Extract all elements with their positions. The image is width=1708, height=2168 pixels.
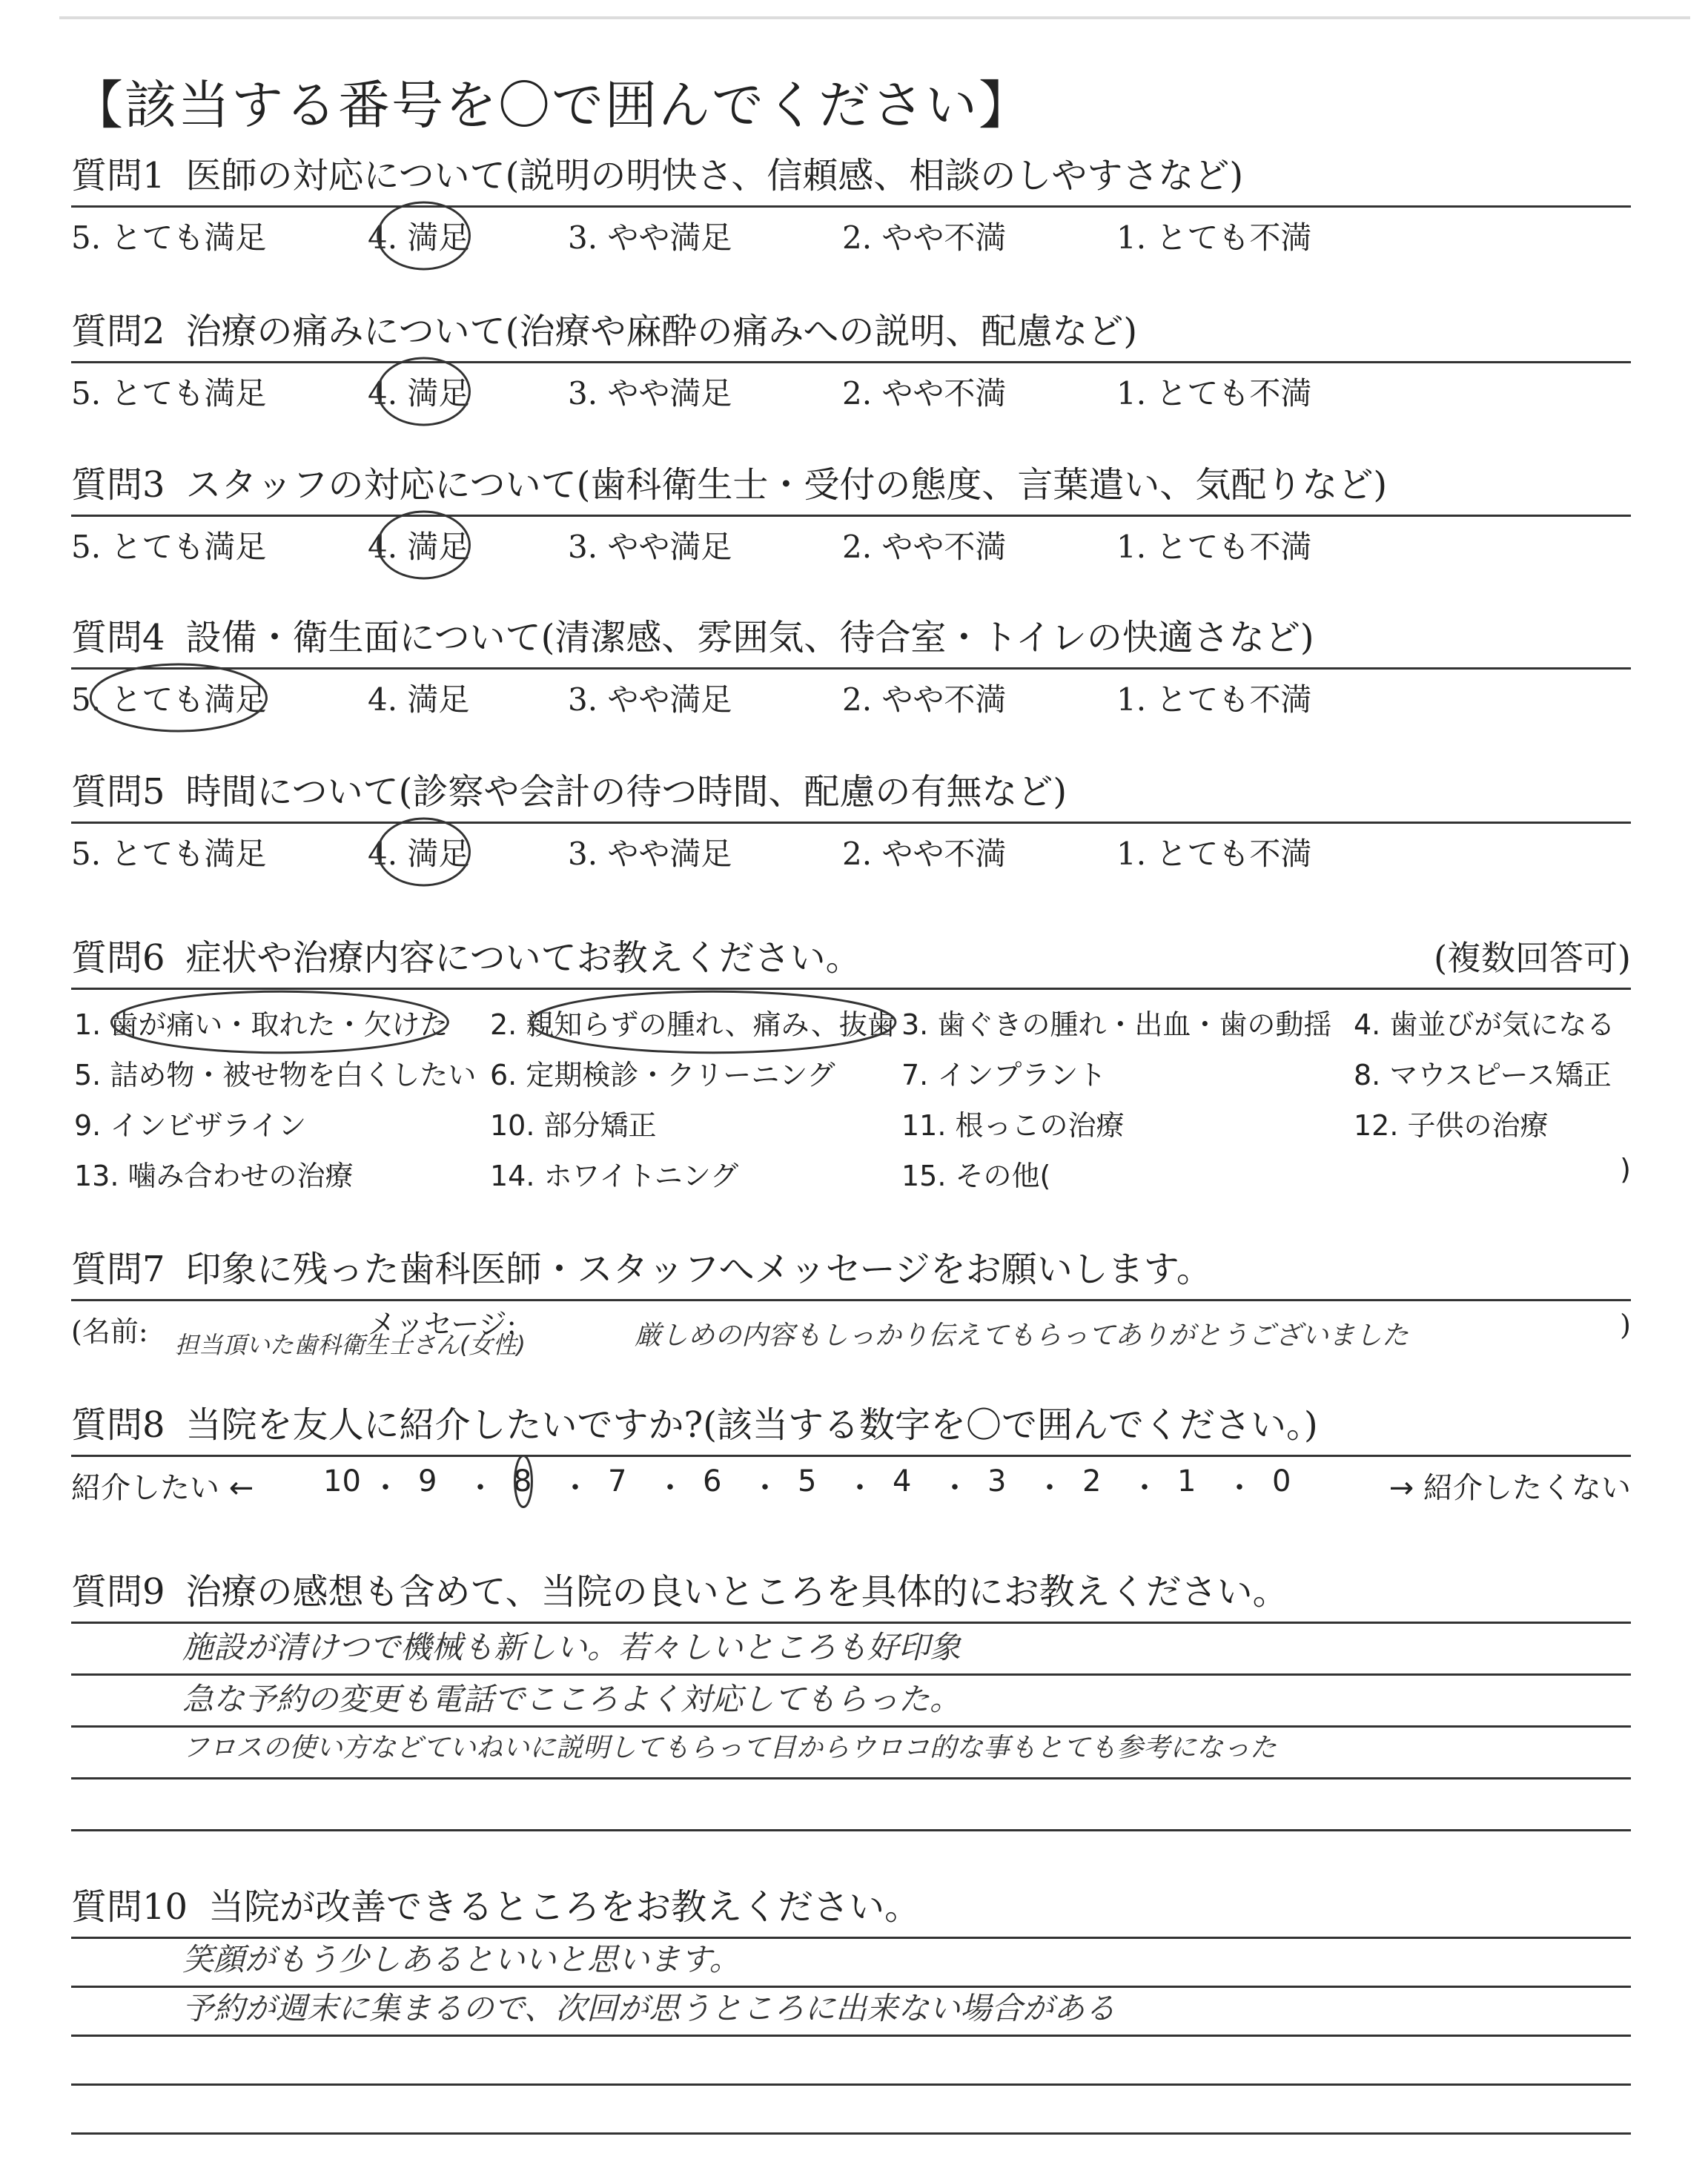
- question-text: 治療の感想も含めて、当院の良いところを具体的にお教えください。: [185, 1571, 1288, 1613]
- rating-options: [71, 363, 1631, 415]
- symptom-option[interactable]: 11. 根っこの治療: [901, 1109, 1125, 1142]
- handwritten-answer[interactable]: 予約が週末に集まるので、次回が思うところに出来ない場合がある: [182, 1990, 1116, 2026]
- question-6: [71, 934, 1631, 1212]
- rating-options: [71, 208, 1631, 260]
- symptom-option[interactable]: 13. 噛み合わせの治療: [74, 1160, 354, 1192]
- scale-separator: ・: [1225, 1471, 1254, 1505]
- answer-rule: [71, 2083, 1631, 2086]
- question-5: [71, 768, 1631, 876]
- rating-option[interactable]: 3. やや満足: [568, 219, 732, 256]
- rating-option[interactable]: 5. とても満足: [71, 375, 267, 412]
- rating-options: [71, 824, 1631, 876]
- question-number: 質問4: [71, 617, 165, 658]
- scale-separator: ・: [940, 1471, 970, 1505]
- rating-option[interactable]: 4. 満足: [368, 529, 470, 565]
- rating-option[interactable]: 2. やや不満: [842, 529, 1007, 565]
- handwritten-answer[interactable]: 施設が清けつで機械も新しい。若々しいところも好印象: [182, 1629, 961, 1665]
- answer-rule: [71, 2035, 1631, 2037]
- symptom-option[interactable]: 4. 歯並びが気になる: [1354, 1008, 1615, 1041]
- rating-option[interactable]: 5. とても満足: [71, 836, 267, 872]
- question-text: 当院を友人に紹介したいですか?(該当する数字を〇で囲んでください。): [185, 1404, 1318, 1446]
- scale-value[interactable]: 3: [987, 1464, 1007, 1498]
- scale-separator: ・: [466, 1471, 495, 1505]
- rating-option[interactable]: 3. やや満足: [568, 681, 732, 718]
- rating-option[interactable]: 2. やや不満: [842, 836, 1007, 872]
- other-close-paren: ): [1620, 1153, 1631, 1186]
- message-line: [71, 1301, 1631, 1372]
- symptom-option[interactable]: 14. ホワイトニング: [490, 1160, 739, 1192]
- question-7: [71, 1246, 1631, 1372]
- question-text: 治療の痛みについて(治療や麻酔の痛みへの説明、配慮など): [185, 311, 1138, 352]
- scale-right-label: → 紹介したくない: [1388, 1471, 1631, 1505]
- rating-option[interactable]: 1. とても不満: [1116, 681, 1312, 718]
- scale-value[interactable]: 1: [1177, 1464, 1196, 1498]
- scale-value[interactable]: 10: [323, 1464, 361, 1498]
- symptom-option[interactable]: 10. 部分矯正: [490, 1109, 657, 1142]
- symptom-option[interactable]: 8. マウスピース矯正: [1354, 1059, 1612, 1091]
- question-4: [71, 614, 1631, 721]
- question-number: 質問3: [71, 464, 165, 506]
- question-8: [71, 1401, 1631, 1509]
- question-3: [71, 461, 1631, 569]
- rating-option[interactable]: 3. やや満足: [568, 836, 732, 872]
- answer-rule: [71, 1829, 1631, 1831]
- scale-separator: ・: [371, 1471, 400, 1505]
- top-border: [59, 16, 1690, 19]
- rating-option[interactable]: 5. とても満足: [71, 219, 267, 256]
- name-label: (名前:: [71, 1315, 148, 1348]
- question-number: 質問5: [71, 771, 165, 813]
- answer-lines: [71, 1931, 1631, 2168]
- question-text: 症状や治療内容についてお教えください。: [185, 937, 861, 979]
- rating-option[interactable]: 1. とても不満: [1116, 219, 1312, 256]
- answer-rule: [71, 2132, 1631, 2135]
- rating-option[interactable]: 4. 満足: [368, 681, 470, 718]
- scale-value[interactable]: 2: [1082, 1464, 1102, 1498]
- name-value[interactable]: 担当頂いた歯科衛生士さん(女性): [175, 1331, 526, 1359]
- question-1: [71, 152, 1631, 260]
- question-number: 質問2: [71, 311, 165, 352]
- question-2: [71, 308, 1631, 415]
- rating-options: [71, 670, 1631, 721]
- rating-option[interactable]: 4. 満足: [368, 219, 470, 256]
- form-heading: 【該当する番号を〇で囲んでください】: [71, 75, 1032, 136]
- question-text: スタッフの対応について(歯科衛生士・受付の態度、言葉遣い、気配りなど): [185, 464, 1388, 506]
- symptom-option[interactable]: 2. 親知らずの腫れ、痛み、抜歯: [490, 1008, 896, 1041]
- symptom-option[interactable]: 6. 定期検診・クリーニング: [490, 1059, 835, 1091]
- question-number: 質問10: [71, 1886, 188, 1928]
- rating-option[interactable]: 2. やや不満: [842, 375, 1007, 412]
- scale-separator: ・: [560, 1471, 590, 1505]
- symptom-option[interactable]: 9. インビザライン: [74, 1109, 307, 1142]
- scale-value[interactable]: 8: [513, 1464, 532, 1498]
- scale-separator: ・: [845, 1471, 875, 1505]
- symptom-options: [71, 990, 1631, 1212]
- question-number: 質問7: [71, 1249, 165, 1290]
- scale-value[interactable]: 0: [1272, 1464, 1291, 1498]
- scale-separator: ・: [1035, 1471, 1065, 1505]
- scale-value[interactable]: 5: [798, 1464, 817, 1498]
- question-10: [71, 1883, 1631, 2168]
- scale-value[interactable]: 4: [893, 1464, 912, 1498]
- message-label: メッセージ:: [368, 1308, 517, 1341]
- question-text: 印象に残った歯科医師・スタッフへメッセージをお願いします。: [185, 1249, 1212, 1290]
- rating-option[interactable]: 3. やや満足: [568, 529, 732, 565]
- question-number: 質問9: [71, 1571, 165, 1613]
- rating-option[interactable]: 5. とても満足: [71, 529, 267, 565]
- scale-separator: ・: [655, 1471, 685, 1505]
- handwritten-answer[interactable]: フロスの使い方などていねいに説明してもらって目からウロコ的な事もとても参考になった: [182, 1733, 1277, 1763]
- scale-value[interactable]: 9: [418, 1464, 437, 1498]
- rating-option[interactable]: 2. やや不満: [842, 219, 1007, 256]
- message-value[interactable]: 厳しめの内容もしっかり伝えてもらってありがとうございました: [635, 1321, 1409, 1351]
- rating-option[interactable]: 1. とても不満: [1116, 375, 1312, 412]
- answer-lines: [71, 1616, 1631, 1912]
- multiple-answer-note: (複数回答可): [1434, 938, 1631, 978]
- close-paren: ): [1620, 1309, 1631, 1341]
- symptom-option[interactable]: 7. インプラント: [901, 1059, 1107, 1091]
- rating-option[interactable]: 2. やや不満: [842, 681, 1007, 718]
- recommend-scale: [71, 1457, 1631, 1509]
- scale-left-label: 紹介したい ←: [71, 1471, 254, 1505]
- scale-separator: ・: [750, 1471, 780, 1505]
- symptom-option[interactable]: 1. 歯が痛い・取れた・欠けた: [74, 1008, 448, 1041]
- rating-option[interactable]: 1. とても不満: [1116, 529, 1312, 565]
- question-text: 当院が改善できるところをお教えください。: [208, 1886, 921, 1928]
- handwritten-answer[interactable]: 笑顔がもう少しあるといいと思います。: [182, 1941, 741, 1977]
- rating-option[interactable]: 5. とても満足: [71, 681, 267, 718]
- question-9: [71, 1568, 1631, 1912]
- rating-options: [71, 517, 1631, 569]
- question-number: 質問6: [71, 937, 165, 979]
- rating-option[interactable]: 3. やや満足: [568, 375, 732, 412]
- question-number: 質問1: [71, 155, 165, 196]
- scale-separator: ・: [1130, 1471, 1159, 1505]
- symptom-option[interactable]: 3. 歯ぐきの腫れ・出血・歯の動揺: [901, 1008, 1332, 1041]
- scale-value[interactable]: 7: [608, 1464, 627, 1498]
- rating-option[interactable]: 1. とても不満: [1116, 836, 1312, 872]
- handwritten-answer[interactable]: 急な予約の変更も電話でこころよく対応してもらった。: [182, 1681, 961, 1717]
- rating-option[interactable]: 4. 満足: [368, 375, 470, 412]
- question-text: 医師の対応について(説明の明快さ、信頼感、相談のしやすさなど): [185, 155, 1244, 196]
- question-text: 設備・衛生面について(清潔感、雰囲気、待合室・トイレの快適さなど): [185, 617, 1314, 658]
- answer-rule: [71, 1777, 1631, 1779]
- scale-value[interactable]: 6: [703, 1464, 722, 1498]
- symptom-option[interactable]: 12. 子供の治療: [1354, 1109, 1549, 1142]
- symptom-option[interactable]: 5. 詰め物・被せ物を白くしたい: [74, 1059, 477, 1091]
- question-number: 質問8: [71, 1404, 165, 1446]
- rating-option[interactable]: 4. 満足: [368, 836, 470, 872]
- symptom-option[interactable]: 15. その他(: [901, 1160, 1051, 1192]
- question-text: 時間について(診察や会計の待つ時間、配慮の有無など): [185, 771, 1068, 813]
